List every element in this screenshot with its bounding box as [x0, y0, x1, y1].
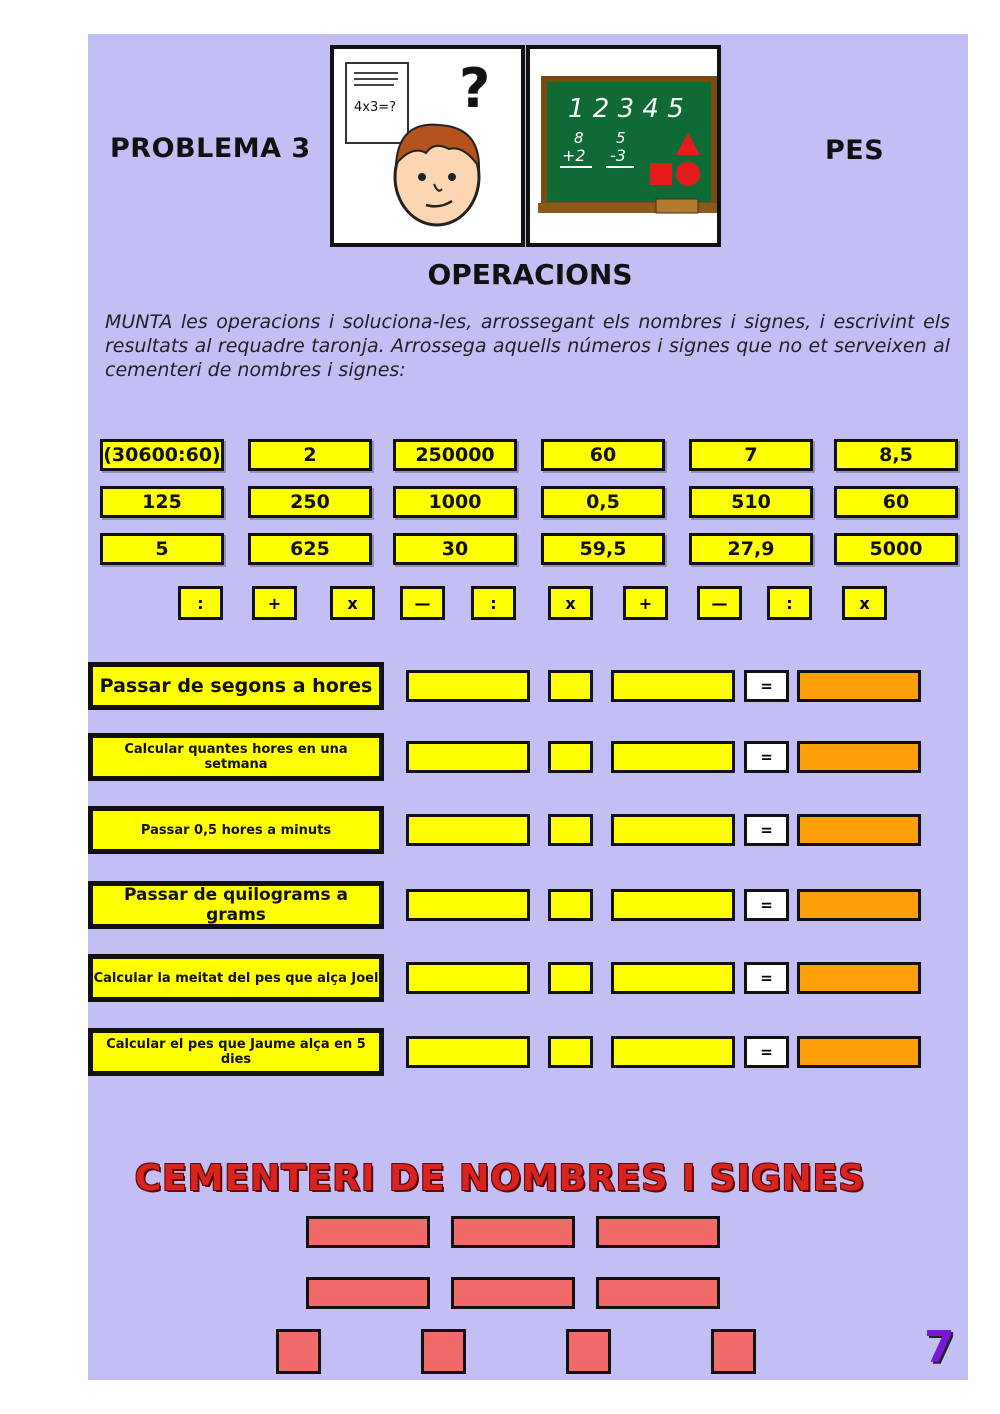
equals-sign: =: [744, 962, 789, 994]
cemetery-title: CEMENTERI DE NOMBRES I SIGNES: [134, 1158, 866, 1199]
number-tile[interactable]: 30: [393, 533, 517, 565]
sign-tile[interactable]: —: [697, 586, 742, 620]
picto-question-text: 4x3=?: [354, 100, 397, 115]
cemetery-number-slot[interactable]: [451, 1216, 575, 1248]
operand-drop-slot[interactable]: [406, 889, 530, 921]
operand-drop-slot[interactable]: [611, 741, 735, 773]
sign-drop-slot[interactable]: [548, 741, 593, 773]
result-input[interactable]: [797, 889, 921, 921]
equals-sign: =: [744, 670, 789, 702]
page-number: 7: [924, 1322, 955, 1373]
number-tile[interactable]: 510: [689, 486, 813, 518]
operand-drop-slot[interactable]: [611, 889, 735, 921]
svg-text:5: 5: [616, 129, 626, 147]
topic-label: PES: [825, 135, 885, 166]
operation-label: Passar de quilograms a grams: [88, 881, 384, 929]
number-tile[interactable]: 60: [541, 439, 665, 471]
sign-drop-slot[interactable]: [548, 962, 593, 994]
number-tile[interactable]: 27,9: [689, 533, 813, 565]
number-tile[interactable]: 59,5: [541, 533, 665, 565]
result-input[interactable]: [797, 670, 921, 702]
number-tile[interactable]: 8,5: [834, 439, 958, 471]
equals-sign: =: [744, 814, 789, 846]
result-input[interactable]: [797, 741, 921, 773]
equals-sign: =: [744, 741, 789, 773]
number-tile[interactable]: 250000: [393, 439, 517, 471]
operation-label: Calcular la meitat del pes que alça Joel: [88, 954, 384, 1002]
cemetery-number-slot[interactable]: [596, 1216, 720, 1248]
blackboard-pictogram: [526, 45, 721, 247]
sign-tile[interactable]: —: [400, 586, 445, 620]
number-tile[interactable]: 60: [834, 486, 958, 518]
sign-tile[interactable]: :: [767, 586, 812, 620]
svg-text:+2: +2: [562, 146, 586, 165]
cemetery-sign-slot[interactable]: [421, 1329, 466, 1374]
sign-tile[interactable]: +: [623, 586, 668, 620]
equals-sign: =: [744, 889, 789, 921]
sign-tile[interactable]: :: [471, 586, 516, 620]
operand-drop-slot[interactable]: [611, 1036, 735, 1068]
operand-drop-slot[interactable]: [611, 814, 735, 846]
thinking-child-icon: [334, 49, 521, 243]
thinking-child-pictogram: [330, 45, 525, 247]
sign-drop-slot[interactable]: [548, 670, 593, 702]
sign-tile[interactable]: x: [548, 586, 593, 620]
cemetery-number-slot[interactable]: [306, 1216, 430, 1248]
operand-drop-slot[interactable]: [406, 741, 530, 773]
cemetery-sign-slot[interactable]: [566, 1329, 611, 1374]
instructions-text: MUNTA les operacions i soluciona-les, arrossegant els nombres i signes, i escrivint els resultats al requadre taronja. Arrossega aquells números i signes que no et serveixen al cementeri de nombres i signes:: [105, 311, 950, 381]
sign-drop-slot[interactable]: [548, 814, 593, 846]
number-tile[interactable]: 0,5: [541, 486, 665, 518]
cemetery-number-slot[interactable]: [596, 1277, 720, 1309]
operation-label: Passar de segons a hores: [88, 662, 384, 710]
operand-drop-slot[interactable]: [406, 670, 530, 702]
result-input[interactable]: [797, 814, 921, 846]
sign-drop-slot[interactable]: [548, 1036, 593, 1068]
blackboard-icon: [530, 49, 717, 243]
cemetery-number-slot[interactable]: [306, 1277, 430, 1309]
problem-label: PROBLEMA 3: [110, 133, 311, 164]
cemetery-sign-slot[interactable]: [276, 1329, 321, 1374]
number-tile[interactable]: 625: [248, 533, 372, 565]
operation-label: Calcular quantes hores en una setmana: [88, 733, 384, 781]
sign-tile[interactable]: x: [842, 586, 887, 620]
cemetery-number-slot[interactable]: [451, 1277, 575, 1309]
sign-tile[interactable]: :: [178, 586, 223, 620]
result-input[interactable]: [797, 1036, 921, 1068]
operation-label: Calcular el pes que Jaume alça en 5 dies: [88, 1028, 384, 1076]
operand-drop-slot[interactable]: [611, 962, 735, 994]
number-tile[interactable]: 125: [100, 486, 224, 518]
number-tile[interactable]: 5000: [834, 533, 958, 565]
cemetery-sign-slot[interactable]: [711, 1329, 756, 1374]
operation-label: Passar 0,5 hores a minuts: [88, 806, 384, 854]
sign-drop-slot[interactable]: [548, 889, 593, 921]
svg-text:1 2 3 4 5: 1 2 3 4 5: [568, 94, 684, 124]
number-tile[interactable]: 1000: [393, 486, 517, 518]
svg-text:8: 8: [574, 129, 584, 147]
svg-text:?: ?: [459, 57, 491, 120]
svg-text:-3: -3: [610, 146, 626, 165]
number-tile[interactable]: 2: [248, 439, 372, 471]
sign-tile[interactable]: +: [252, 586, 297, 620]
sign-tile[interactable]: x: [330, 586, 375, 620]
operations-title: OPERACIONS: [427, 258, 633, 291]
number-tile[interactable]: 5: [100, 533, 224, 565]
operand-drop-slot[interactable]: [406, 814, 530, 846]
number-tile[interactable]: 7: [689, 439, 813, 471]
equals-sign: =: [744, 1036, 789, 1068]
result-input[interactable]: [797, 962, 921, 994]
operand-drop-slot[interactable]: [611, 670, 735, 702]
number-tile[interactable]: (30600:60): [100, 439, 224, 471]
number-tile[interactable]: 250: [248, 486, 372, 518]
operand-drop-slot[interactable]: [406, 1036, 530, 1068]
operand-drop-slot[interactable]: [406, 962, 530, 994]
